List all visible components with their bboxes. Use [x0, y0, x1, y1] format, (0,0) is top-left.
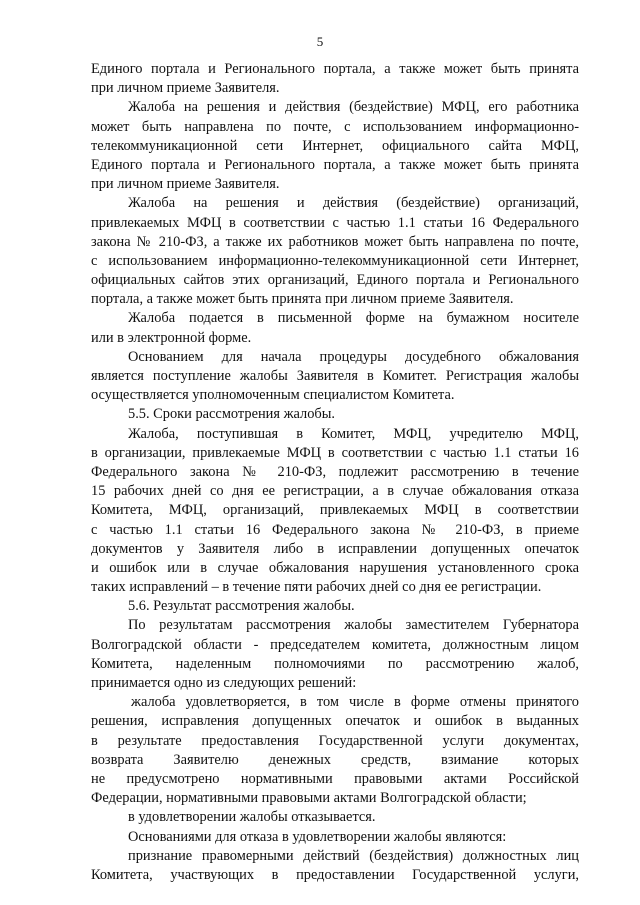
text-line: Жалоба, поступившая в Комитет, МФЦ, учредителю МФЦ,: [128, 425, 579, 442]
text-line: или в электронной форме.: [91, 329, 252, 346]
text-line: с частью 1.1 статьи 16 Федерального закона № 210-ФЗ, в приеме: [91, 521, 579, 538]
text-line: Волгоградской области - председателем комитета, должностным лицом: [91, 636, 579, 653]
text-line: закона № 210-ФЗ, а также их работников может быть направлена по почте,: [91, 233, 579, 250]
text-line: Жалоба на решения и действия (бездействие) МФЦ, его работника: [128, 99, 579, 116]
text-line: привлекаемых МФЦ в соответствии с частью 1.1 статьи 16 Федерального: [91, 214, 579, 231]
text-line: Комитета, наделенным полномочиями по рассмотрению жалоб,: [91, 655, 579, 672]
text-line: 15 рабочих дней со дня ее регистрации, а в случае обжалования отказа: [91, 483, 579, 500]
text-line: Комитета, участвующих в предоставлении Государственной услуги,: [91, 866, 579, 883]
text-line: и ошибок или в случае обжалования нарушения установленного срока: [91, 559, 579, 576]
text-line: возврата Заявителю денежных средств, взимание которых: [91, 751, 579, 768]
section-heading: 5.5. Сроки рассмотрения жалобы.: [128, 406, 336, 423]
text-line: не предусмотрено нормативными правовыми актами Российской: [91, 770, 579, 787]
text-line: документов у Заявителя либо в исправлении допущенных опечаток: [91, 540, 579, 557]
text-line: Единого портала и Регионального портала, а также может быть принята: [91, 61, 579, 77]
text-line: признание правомерными действий (бездействия) должностных лиц: [128, 847, 579, 864]
text-line: осуществляется уполномоченным специалистом Комитета.: [91, 387, 455, 404]
body-text: [91, 60, 579, 885]
text-line: По результатам рассмотрения жалобы заместителем Губернатора: [128, 617, 579, 634]
text-line: в результате предоставления Государственной услуги документах,: [91, 732, 579, 749]
text-line: Комитета, МФЦ, организаций, привлекаемых МФЦ в соответствии: [91, 502, 579, 519]
text-line: в удовлетворении жалобы отказывается.: [128, 809, 376, 826]
text-line: Федерации, нормативными правовыми актами Волгоградской области;: [91, 790, 527, 807]
text-line: Единого портала и Регионального портала, а также может быть принята: [91, 156, 579, 173]
text-line: может быть направлена по почте, с использованием информационно-: [91, 118, 579, 135]
text-line: Федерального закона № 210-ФЗ, подлежит рассмотрению в течение: [91, 463, 579, 480]
section-heading: 5.6. Результат рассмотрения жалобы.: [128, 598, 355, 615]
text-line: официальных сайтов этих организаций, Единого портала и Регионального: [91, 272, 579, 289]
text-line: в организации, привлекаемые МФЦ в соответствии с частью 1.1 статьи 16: [91, 444, 579, 461]
text-line: при личном приеме Заявителя.: [91, 176, 280, 193]
text-line: Жалоба на решения и действия (бездействие) организаций,: [128, 195, 579, 212]
page-number: 5: [316, 34, 324, 49]
text-line: Жалоба подается в письменной форме на бумажном носителе: [128, 310, 579, 327]
text-line: принимается одно из следующих решений:: [91, 675, 357, 691]
text-line: Основаниями для отказа в удовлетворении жалобы являются:: [128, 828, 507, 845]
text-line: при личном приеме Заявителя.: [91, 80, 280, 97]
text-line: портала, а также может быть принята при личном приеме Заявителя.: [91, 291, 514, 308]
text-line: таких исправлений – в течение пяти рабочих дней со дня ее регистрации.: [91, 579, 542, 596]
text-line: Основанием для начала процедуры досудебного обжалования: [128, 348, 579, 365]
text-line: телекоммуникационной сети Интернет, официального сайта МФЦ,: [91, 137, 579, 154]
text-line: с использованием информационно-телекоммуникационной сети Интернет,: [91, 252, 579, 269]
text-line: решения, исправления допущенных опечаток и ошибок в выданных: [91, 713, 579, 730]
text-line: является поступление жалобы Заявителя в Комитет. Регистрация жалобы: [91, 368, 579, 384]
text-line: жалоба удовлетворяется, в том числе в форме отмены принятого: [131, 694, 579, 711]
